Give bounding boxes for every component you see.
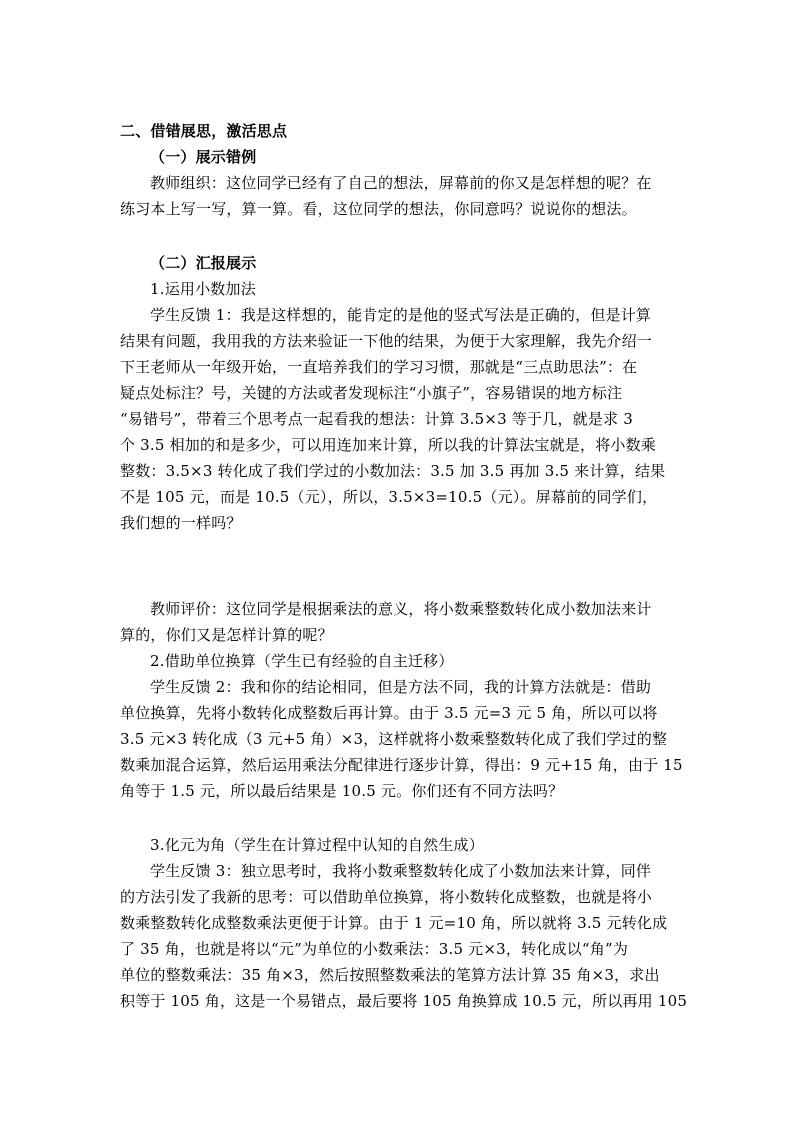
paragraph-line: 我们想的一样吗？ xyxy=(120,514,242,532)
paragraph-line: 下王老师从一年级开始，一直培养我们的学习习惯，那就是“三点助思法”：在 xyxy=(120,358,638,376)
section-heading: 二、借错展思，激活思点 xyxy=(120,122,288,140)
paragraph-line: 结果有问题，我用我的方法来验证一下他的结果，为便于大家理解，我先介绍一 xyxy=(120,332,653,350)
paragraph-line: 了 35 角，也就是将以“元”为单位的小数乘法：3.5 元×3，转化成以“角”为 xyxy=(120,940,629,958)
method-title-3: 3.化元为角（学生在计算过程中认知的自然生成） xyxy=(150,836,484,854)
paragraph-line: 单位的整数乘法：35 角×3，然后按照整数乘法的笔算方法计算 35 角×3，求出 xyxy=(120,966,660,984)
method-title-1: 1.运用小数加法 xyxy=(150,280,256,298)
paragraph-line: 学生反馈 3：独立思考时，我将小数乘整数转化成了小数加法来计算，同伴 xyxy=(150,862,652,880)
document-page xyxy=(120,118,688,1014)
paragraph-line: 角等于 1.5 元，所以最后结果是 10.5 元。你们还有不同方法吗？ xyxy=(120,782,564,800)
paragraph-line: 数乘加混合运算，然后运用乘法分配律进行逐步计算，得出：9 元+15 角，由于 15 xyxy=(120,756,683,774)
method-title-2: 2.借助单位换算（学生已有经验的自主迁移） xyxy=(150,652,454,670)
paragraph-line: 积等于 105 角，这是一个易错点，最后要将 105 角换算成 10.5 元，所以再用 105 xyxy=(120,992,688,1010)
paragraph-line: “易错号”，带着三个思考点一起看我的想法：计算 3.5×3 等于几，就是求 3 xyxy=(120,410,633,428)
paragraph-line: 练习本上写一写，算一算。看，这位同学的想法，你同意吗？说说你的想法。 xyxy=(120,200,637,218)
paragraph-line: 整数：3.5×3 转化成了我们学过的小数加法：3.5 加 3.5 再加 3.5 来计算，结果 xyxy=(120,462,666,480)
subsection-heading-1: （一）展示错例 xyxy=(150,148,257,166)
paragraph-line: 3.5 元×3 转化成（3 元+5 角）×3，这样就将小数乘整数转化成了我们学过的整 xyxy=(120,730,668,748)
paragraph-line: 单位换算，先将小数转化成整数后再计算。由于 3.5 元=3 元 5 角，所以可以将 xyxy=(120,704,658,722)
paragraph-line: 的方法引发了我新的思考：可以借助单位换算，将小数转化成整数，也就是将小 xyxy=(120,888,653,906)
teacher-evaluation-line: 教师评价：这位同学是根据乘法的意义，将小数乘整数转化成小数加法来计 xyxy=(150,600,652,618)
paragraph-line: 学生反馈 2：我和你的结论相同，但是方法不同，我的计算方法就是：借助 xyxy=(150,678,652,696)
paragraph-line: 数乘整数转化成整数乘法更便于计算。由于 1 元=10 角，所以就将 3.5 元转化成 xyxy=(120,914,668,932)
paragraph-line: 疑点处标注？号，关键的方法或者发现标注“小旗子”，容易错误的地方标注 xyxy=(120,384,623,402)
paragraph-line: 不是 105 元，而是 10.5（元），所以，3.5×3=10.5（元）。屏幕前的同学们， xyxy=(120,488,658,506)
subsection-heading-2: （二）汇报展示 xyxy=(150,254,257,272)
teacher-evaluation-line: 算的，你们又是怎样计算的呢？ xyxy=(120,626,333,644)
paragraph-line: 教师组织：这位同学已经有了自己的想法，屏幕前的你又是怎样想的呢？在 xyxy=(150,174,652,192)
paragraph-line: 个 3.5 相加的和是多少，可以用连加来计算，所以我的计算法宝就是，将小数乘 xyxy=(120,436,656,454)
paragraph-line: 学生反馈 1：我是这样想的，能肯定的是他的竖式写法是正确的，但是计算 xyxy=(150,306,652,324)
